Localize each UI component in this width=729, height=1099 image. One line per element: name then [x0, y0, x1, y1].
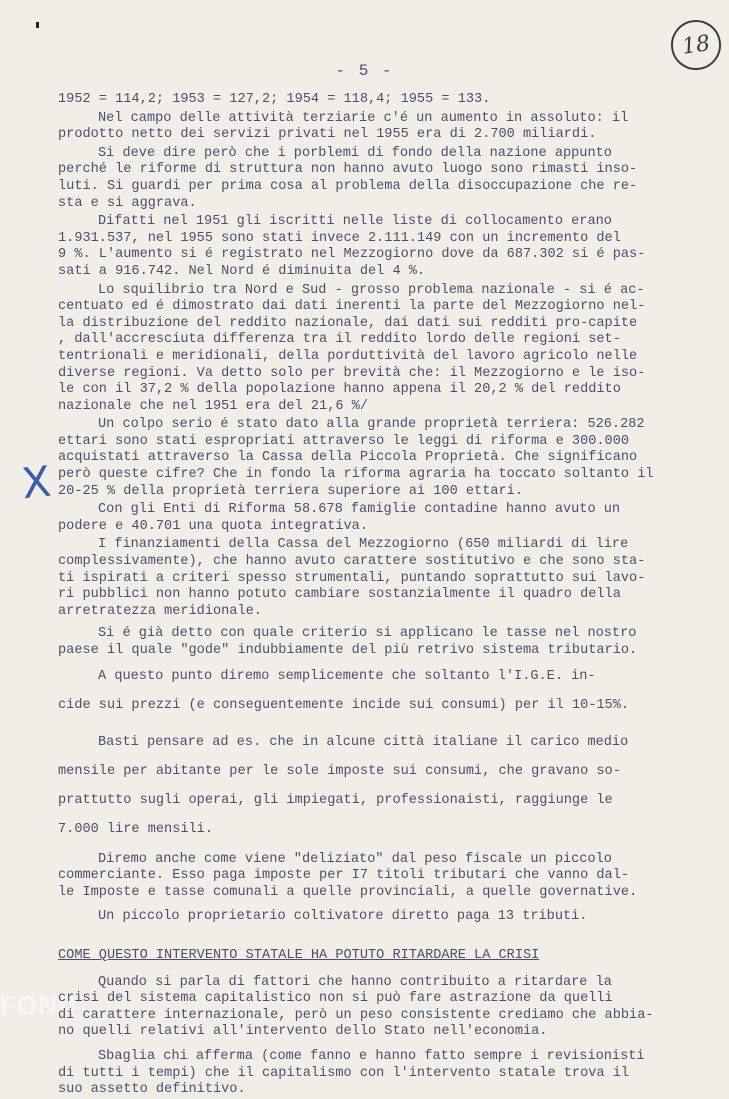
- text-line: Nel campo delle attività terziarie c'é un aumento in assoluto: il: [98, 110, 629, 126]
- text-line: commerciante. Esso paga imposte per I7 titoli tributari che vanno dal-: [58, 868, 630, 884]
- text-line: Si é già detto con quale criterio si applicano le tasse nel nostro: [98, 626, 637, 642]
- text-line: prodotto netto dei servizi privati nel 1955 era di 2.700 miliardi.: [58, 127, 597, 143]
- text-line: Diremo anche come viene "deliziato" dal peso fiscale un piccolo: [98, 851, 612, 867]
- paragraph: [58, 146, 708, 212]
- text-line: Con gli Enti di Riforma 58.678 famiglie contadine hanno avuto un: [98, 502, 621, 518]
- text-line: 9 %. L'aumento si é registrato nel Mezzogiorno dove da 687.302 si é pas-: [58, 247, 646, 263]
- text-line: centuato ed é dimostrato dai dati inerenti la parte del Mezzogiorno nel-: [58, 299, 646, 315]
- paragraph: [58, 728, 708, 844]
- paragraph: [58, 417, 708, 500]
- text-line: Si deve dire però che i porblemi di fondo della nazione appunto: [98, 145, 612, 161]
- text-line: crisi del sistema capitalistico non si può fare astrazione da quelli: [58, 991, 613, 1007]
- text-line: di carattere internazionale, però un peso consistente crediamo che abbia-: [58, 1007, 654, 1023]
- text-line: sati a 916.742. Nel Nord é diminuita del 4 %.: [58, 263, 426, 279]
- text-line: A questo punto diremo semplicemente che soltanto l'I.G.E. in-: [98, 668, 596, 684]
- text-line: sta e si aggrava.: [58, 195, 197, 211]
- text-line: Sbaglia chi afferma (come fanno e hanno fatto sempre i revisionisti: [98, 1048, 645, 1064]
- text-line: ti ispirati a criteri spesso strumentali, puntando soprattutto sui lavo-: [58, 570, 646, 586]
- text-line: le Imposte e tasse comunali a quelle provinciali, a quelle governative.: [58, 884, 638, 900]
- text-line: paese il quale "gode" indubbiamente del più retrivo sistema tributario.: [58, 643, 638, 658]
- text-line: COME QUESTO INTERVENTO STATALE HA POTUTO RITARDARE LA CRISI: [58, 947, 540, 963]
- text-line: 20-25 % della proprietà terriera superiore ai 100 ettari.: [58, 483, 523, 499]
- text-line: complessivamente), che hanno avuto carattere sostitutivo e che sono sta-: [58, 554, 646, 570]
- paragraph: [58, 852, 708, 902]
- text-line: Un piccolo proprietario coltivatore diretto paga 13 tributi.: [98, 909, 588, 925]
- text-line: Difatti nel 1951 gli iscritti nelle liste di collocamento erano: [98, 214, 612, 230]
- text-line: ri pubblici non hanno potuto cambiare sostanzialmente il quadro della: [58, 587, 621, 603]
- typed-text-body: [58, 92, 708, 1099]
- text-line: Basti pensare ad es. che in alcune città italiane il carico medio: [98, 734, 629, 750]
- text-line: , dall'accresciuta differenza tra il reddito lordo delle regioni set-: [58, 332, 621, 348]
- paragraph: [58, 662, 708, 720]
- text-line: perché le riforme di struttura non hanno avuto luogo sono rimasti inso-: [58, 162, 638, 178]
- text-line: però queste cifre? Che in fondo la riforma agraria ha toccato soltanto il: [58, 467, 654, 483]
- paragraph: [58, 214, 708, 280]
- text-line: 1952 = 114,2; 1953 = 127,2; 1954 = 118,4; 1955 = 133.: [58, 92, 491, 107]
- paragraph: [58, 975, 708, 1041]
- archive-watermark: FOND: [0, 990, 78, 1020]
- text-line: ettari sono stati espropriati attraverso le leggi di riforma e 300.000: [58, 433, 630, 449]
- text-line: nazionale che nel 1951 era del 21,6 %/: [58, 398, 368, 414]
- text-line: la distribuzione del reddito nazionale, dai dati sui redditi pro-capite: [58, 315, 638, 331]
- text-line: I finanziamenti della Cassa del Mezzogiorno (650 miliardi di lire: [98, 537, 629, 553]
- paragraph: [58, 1049, 708, 1099]
- text-line: Lo squilibrio tra Nord e Sud - grosso problema nazionale - si é ac-: [98, 282, 645, 298]
- page-number: - 5 -: [335, 62, 394, 80]
- text-line: di tutti i tempi) che il capitalismo con l'intervento statale trova il: [58, 1065, 630, 1081]
- paragraph: [58, 909, 708, 926]
- text-line: Un colpo serio é stato dato alla grande proprietà terriera: 526.282: [98, 417, 645, 433]
- text-line: acquistati attraverso la Cassa della Piccola Proprietà. Che significano: [58, 450, 638, 466]
- text-line: luti. Si guardi per prima cosa al problema della disoccupazione che re-: [58, 178, 638, 194]
- text-line: 7.000 lire mensili.: [58, 821, 213, 837]
- text-line: suo assetto definitivo.: [58, 1082, 246, 1098]
- section-heading: [58, 948, 708, 965]
- paragraph: [58, 537, 708, 620]
- paragraph: [58, 111, 708, 144]
- paragraph: [58, 92, 708, 109]
- text-line: mensile per abitante per le sole imposte sui consumi, che gravano so-: [58, 763, 621, 779]
- text-line: prattutto sugli operai, gli impiegati, professionaisti, raggiunge le: [58, 792, 613, 808]
- ink-dot: [36, 22, 39, 28]
- paragraph: [58, 283, 708, 416]
- text-line: le con il 37,2 % della popolazione hanno appena il 20,2 % del reddito: [58, 382, 621, 398]
- archive-number-stamp: 18: [668, 17, 724, 73]
- text-line: no quelli relativi all'intervento dello Stato nell'economia.: [58, 1024, 548, 1040]
- text-line: arretratezza meridionale.: [58, 603, 262, 619]
- text-line: cide sui prezzi (e conseguentemente incide sui consumi) per il 10-15%.: [58, 697, 630, 713]
- text-line: tentrionali e meridionali, della porduttività del lavoro agricolo nelle: [58, 348, 638, 364]
- text-line: diverse regioni. Va detto solo per brevità che: il Mezzogiorno e le iso-: [58, 365, 646, 381]
- margin-x-mark: X: [19, 456, 54, 509]
- text-line: Quando si parla di fattori che hanno contribuito a ritardare la: [98, 974, 612, 990]
- paragraph: [58, 626, 708, 659]
- text-line: 1.931.537, nel 1955 sono stati invece 2.111.149 con un incremento del: [58, 230, 621, 246]
- paragraph: [58, 502, 708, 535]
- text-line: podere e 40.701 una quota integrativa.: [58, 518, 368, 534]
